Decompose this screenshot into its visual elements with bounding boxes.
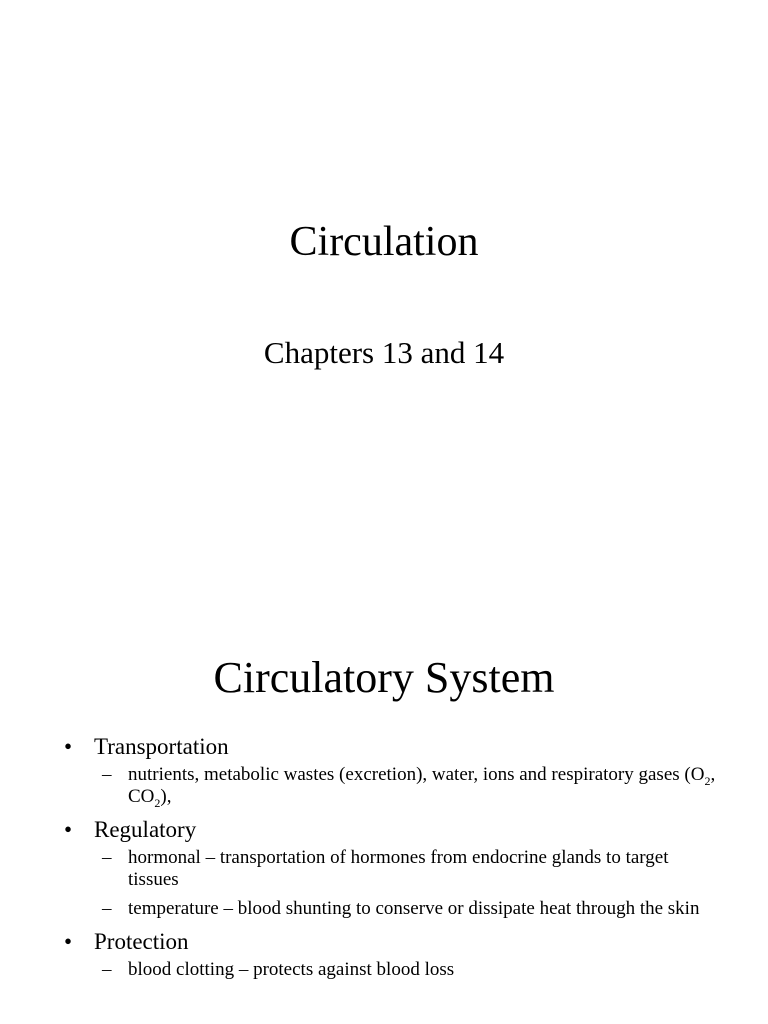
sub-text: hormonal – transportation of hormones from endocrine glands to target tissues bbox=[128, 847, 669, 890]
bullet-marker: • bbox=[64, 929, 73, 954]
slide-heading: Circulatory System bbox=[213, 653, 555, 702]
bullet-list bbox=[62, 732, 722, 988]
sub-text: ), bbox=[160, 786, 172, 807]
bullet-item-protection bbox=[62, 927, 722, 981]
bullet-item-regulatory bbox=[62, 815, 722, 920]
sub-marker: – bbox=[102, 847, 112, 868]
bullet-item-transportation bbox=[62, 732, 722, 808]
sub-text: , CO bbox=[128, 764, 716, 807]
sub-marker: – bbox=[102, 898, 112, 919]
sub-list bbox=[94, 764, 722, 808]
bullet-label: Regulatory bbox=[94, 817, 197, 842]
sub-item bbox=[94, 898, 722, 920]
slide-circulatory-system bbox=[0, 576, 768, 1024]
subscript: 2 bbox=[704, 773, 711, 788]
slide-title-heading: Circulation bbox=[289, 219, 479, 265]
bullet-label: Transportation bbox=[94, 734, 229, 759]
bullet-marker: • bbox=[64, 817, 73, 842]
sub-text: nutrients, metabolic wastes (excretion), water, ions and respiratory gases (O bbox=[128, 764, 705, 785]
sub-list bbox=[94, 959, 722, 981]
subscript: 2 bbox=[154, 795, 161, 810]
sub-item bbox=[94, 847, 722, 891]
sub-list bbox=[94, 847, 722, 920]
bullet-label: Protection bbox=[94, 929, 189, 954]
sub-item bbox=[94, 959, 722, 981]
sub-text: temperature – blood shunting to conserve or dissipate heat through the skin bbox=[128, 898, 700, 919]
bullet-marker: • bbox=[64, 734, 73, 759]
sub-text: blood clotting – protects against blood loss bbox=[128, 959, 455, 980]
slide-subtitle: Chapters 13 and 14 bbox=[263, 335, 505, 370]
sub-marker: – bbox=[102, 959, 112, 980]
sub-item bbox=[94, 764, 722, 808]
sub-marker: – bbox=[102, 764, 112, 785]
